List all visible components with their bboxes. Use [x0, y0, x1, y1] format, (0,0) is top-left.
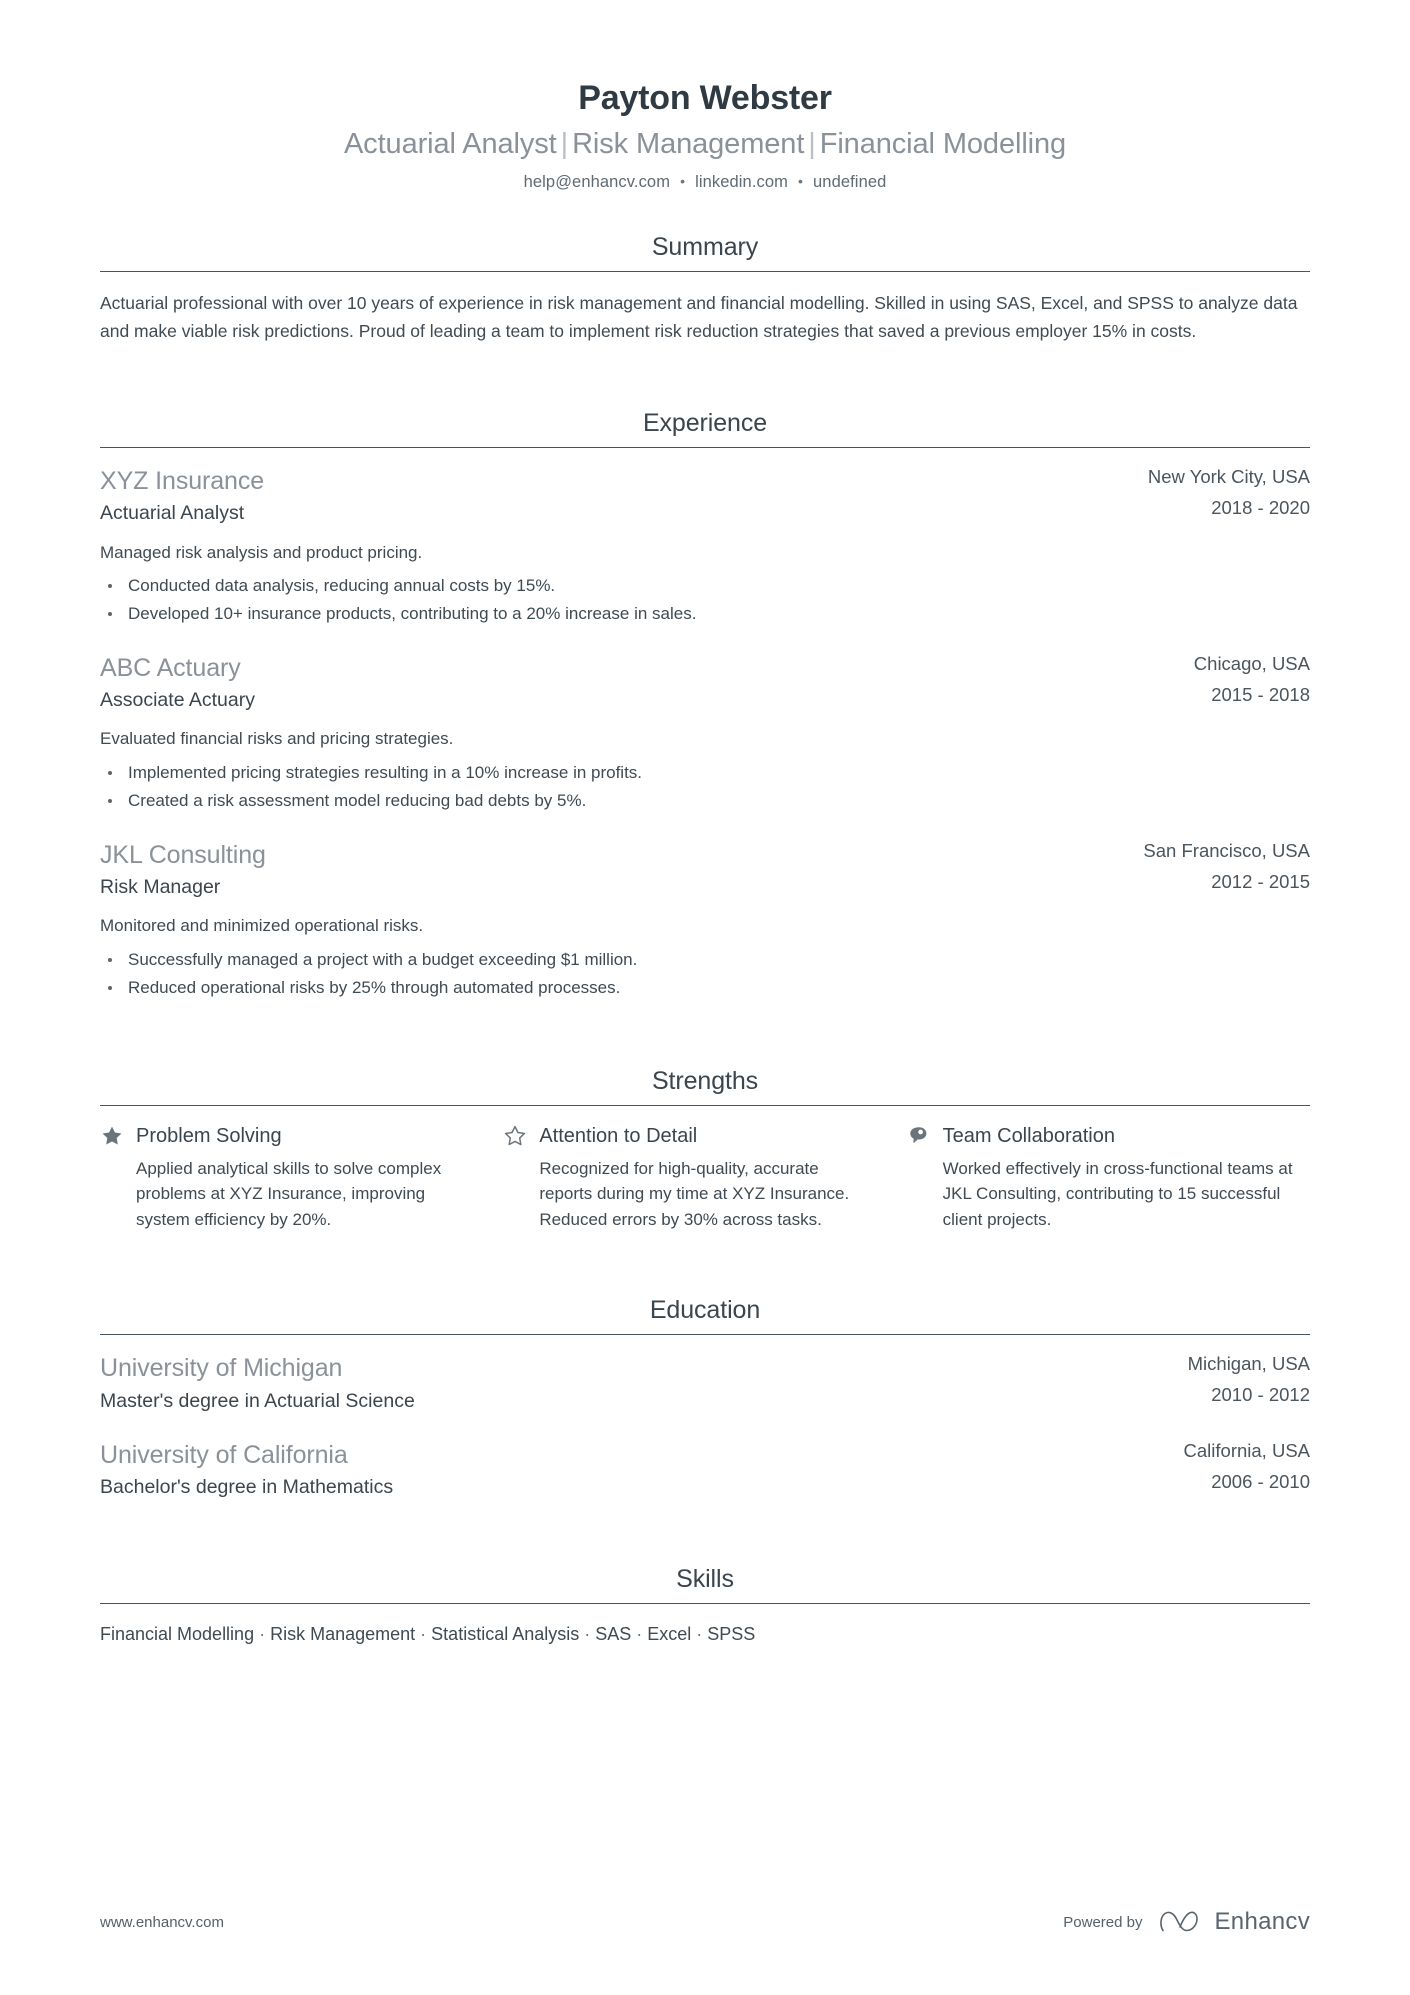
contact-email[interactable]: help@enhancv.com	[523, 173, 671, 192]
skill-item: Risk Management	[270, 1623, 416, 1644]
spacer	[100, 1233, 1310, 1255]
job-bullet: Conducted data analysis, reducing annual costs by 15%.	[100, 573, 1310, 599]
entry-right	[1166, 652, 1310, 709]
job-dates: 2015 - 2018	[1211, 683, 1310, 705]
section-education	[100, 1295, 1310, 1502]
job-location: New York City, USA	[1147, 465, 1310, 487]
enhancv-logo-icon	[1159, 1907, 1205, 1937]
enhancv-brand	[1159, 1907, 1311, 1937]
school-location: Michigan, USA	[1187, 1353, 1310, 1375]
job-location: Chicago, USA	[1193, 652, 1310, 674]
page-footer	[100, 1907, 1310, 1937]
entry-left	[100, 839, 1115, 902]
school-name: University of Michigan	[100, 1354, 343, 1383]
entry-header	[100, 1352, 1310, 1415]
skill-item: SPSS	[707, 1623, 756, 1644]
job-bullets	[100, 947, 1310, 1002]
employer-name: XYZ Insurance	[100, 466, 265, 495]
powered-by-label: Powered by	[1063, 1913, 1143, 1931]
entry-header	[100, 839, 1310, 902]
skills-body	[100, 1604, 1310, 1648]
footer-website-url[interactable]: www.enhancv.com	[100, 1913, 224, 1931]
enhancv-brand-name: Enhancv	[1214, 1908, 1310, 1935]
skills-list	[100, 1621, 1310, 1648]
skill-separator: ·	[584, 1623, 591, 1644]
job-location: San Francisco, USA	[1143, 839, 1310, 861]
entry-header	[100, 465, 1310, 528]
experience-entry	[100, 652, 1310, 815]
entry-right	[1160, 1352, 1310, 1409]
spacer	[100, 346, 1310, 368]
job-dates: 2018 - 2020	[1211, 496, 1310, 518]
strength-item	[100, 1123, 503, 1233]
experience-body	[100, 448, 1310, 1002]
skill-item: Statistical Analysis	[431, 1623, 580, 1644]
experience-entry	[100, 839, 1310, 1002]
skill-separator: ·	[636, 1623, 643, 1644]
headline-part-1: Actuarial Analyst	[343, 127, 557, 160]
job-description: Managed risk analysis and product pricing.	[100, 542, 423, 562]
skill-item: Excel	[647, 1623, 692, 1644]
strength-name: Problem Solving	[136, 1124, 282, 1147]
star-outline-icon	[503, 1124, 527, 1148]
job-title: Associate Actuary	[100, 689, 255, 712]
spacer	[100, 1502, 1310, 1524]
summary-text: Actuarial professional with over 10 years of experience in risk management and financial modelling. Skilled in using SAS, Excel, and SPSS to analyze data and make viable risk predictions. Proud of leading a team to implement risk reduction strategies that saved a previous employer 15% in costs.	[100, 293, 1298, 342]
degree-title: Bachelor's degree in Mathematics	[100, 1476, 394, 1499]
job-bullet: Reduced operational risks by 25% through automated processes.	[100, 975, 1310, 1001]
strength-item	[907, 1123, 1310, 1233]
skill-separator: ·	[420, 1623, 427, 1644]
entry-left	[100, 1439, 1156, 1502]
headline-part-3: Financial Modelling	[819, 127, 1067, 160]
section-strengths	[100, 1066, 1310, 1233]
speech-bubble-icon	[907, 1124, 931, 1148]
job-bullets	[100, 760, 1310, 815]
entry-left	[100, 652, 1166, 715]
job-description: Monitored and minimized operational risks.	[100, 916, 424, 936]
job-bullets	[100, 573, 1310, 628]
entry-right	[1115, 839, 1310, 896]
strength-description: Recognized for high-quality, accurate reports during my time at XYZ Insurance. Reduced errors by 30% across tasks.	[539, 1158, 850, 1230]
contact-separator-1: •	[680, 173, 686, 190]
job-bullet: Implemented pricing strategies resulting in a 10% increase in profits.	[100, 760, 1310, 786]
footer-branding	[1063, 1907, 1310, 1937]
headline-separator-2: |	[808, 127, 816, 160]
job-dates: 2012 - 2015	[1211, 870, 1310, 892]
skill-item: SAS	[595, 1623, 632, 1644]
school-location: California, USA	[1183, 1439, 1310, 1461]
entry-right	[1156, 1439, 1310, 1496]
strength-item	[503, 1123, 906, 1233]
strength-description: Worked effectively in cross-functional teams at JKL Consulting, contributing to 15 successful client projects.	[942, 1158, 1293, 1230]
strengths-body	[100, 1106, 1310, 1233]
education-entry	[100, 1439, 1310, 1502]
contact-location: undefined	[813, 173, 887, 192]
candidate-name: Payton Webster	[578, 79, 832, 117]
headline-part-2: Risk Management	[572, 127, 805, 160]
section-title-skills: Skills	[676, 1564, 734, 1593]
skill-separator: ·	[696, 1623, 703, 1644]
section-skills	[100, 1564, 1310, 1648]
strength-header	[907, 1123, 1310, 1149]
strength-header	[503, 1123, 868, 1149]
job-title: Risk Manager	[100, 876, 221, 899]
job-bullet: Successfully managed a project with a budget exceeding $1 million.	[100, 947, 1310, 973]
strength-header	[100, 1123, 465, 1149]
section-summary	[100, 232, 1310, 346]
education-entry	[100, 1352, 1310, 1415]
contact-line	[100, 173, 1310, 192]
education-body	[100, 1335, 1310, 1502]
entry-left	[100, 1352, 1160, 1415]
school-dates: 2010 - 2012	[1211, 1384, 1310, 1406]
section-title-strengths: Strengths	[651, 1066, 759, 1095]
resume-header	[100, 0, 1310, 192]
spacer	[100, 1004, 1310, 1026]
school-dates: 2006 - 2010	[1211, 1470, 1310, 1492]
headline-separator-1: |	[560, 127, 569, 160]
job-bullet: Developed 10+ insurance products, contributing to a 20% increase in sales.	[100, 601, 1310, 627]
entry-header	[100, 1439, 1310, 1502]
strength-name: Team Collaboration	[942, 1124, 1115, 1147]
entry-header	[100, 652, 1310, 715]
school-name: University of California	[100, 1440, 348, 1469]
skill-item: Financial Modelling	[100, 1623, 255, 1644]
section-title-summary: Summary	[651, 233, 759, 262]
entry-left	[100, 465, 1120, 528]
contact-linkedin[interactable]: linkedin.com	[695, 173, 788, 192]
strengths-grid	[100, 1123, 1310, 1233]
experience-entry	[100, 465, 1310, 628]
section-title-experience: Experience	[642, 408, 768, 437]
star-filled-icon	[100, 1124, 124, 1148]
job-bullet: Created a risk assessment model reducing bad debts by 5%.	[100, 788, 1310, 814]
summary-body	[100, 272, 1310, 346]
entry-right	[1120, 465, 1310, 522]
degree-title: Master's degree in Actuarial Science	[100, 1389, 415, 1412]
candidate-headline	[100, 126, 1310, 162]
skill-separator: ·	[259, 1623, 266, 1644]
employer-name: ABC Actuary	[100, 653, 241, 682]
contact-separator-2: •	[798, 173, 804, 190]
strength-description: Applied analytical skills to solve complex problems at XYZ Insurance, improving system efficiency by 20%.	[136, 1158, 442, 1230]
section-experience	[100, 408, 1310, 1002]
job-title: Actuarial Analyst	[100, 502, 245, 525]
section-title-education: Education	[649, 1296, 761, 1325]
strength-name: Attention to Detail	[539, 1124, 698, 1147]
job-description: Evaluated financial risks and pricing strategies.	[100, 729, 454, 749]
employer-name: JKL Consulting	[100, 840, 266, 869]
